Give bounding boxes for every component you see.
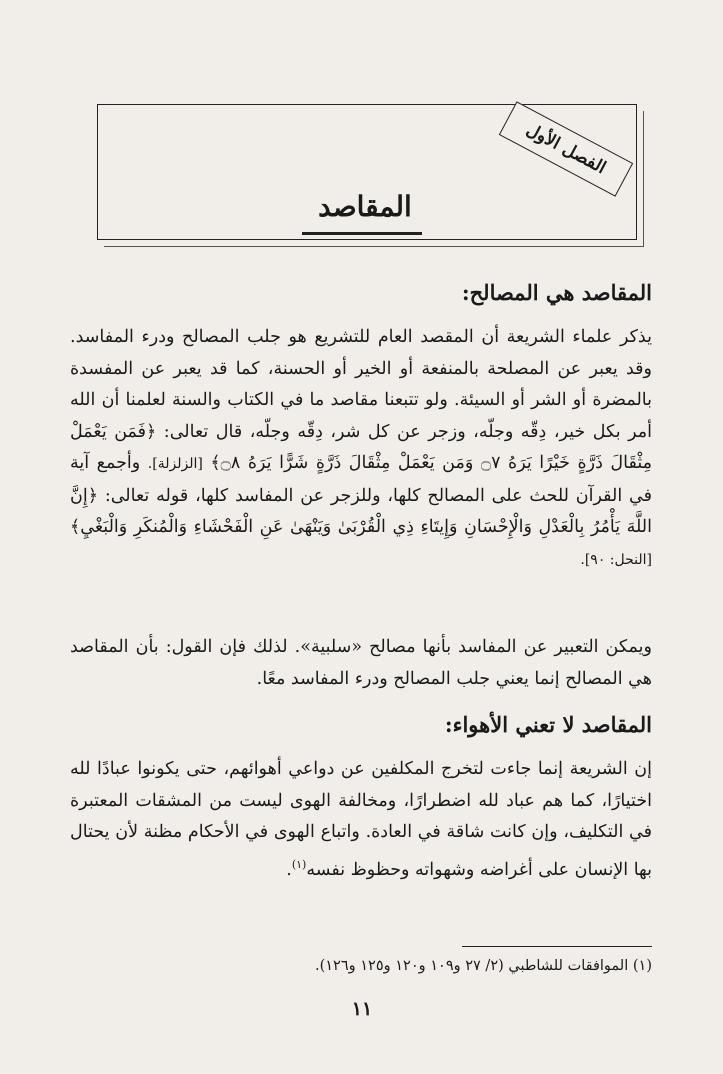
section2-paragraph-end: . — [286, 859, 292, 880]
verse-reference-zalzalah: [الزلزلة]. — [147, 456, 203, 472]
section1-paragraph2: ويمكن التعبير عن المفاسد بأنها مصالح «سلبية». لذلك فإن القول: بأن المقاصد هي المصالح إنما يعني جلب المصالح ودرء المفاسد معًا. — [70, 637, 652, 689]
section2-paragraph: إن الشريعة إنما جاءت لتخرج المكلفين عن دواعي أهوائهم، حتى يكونوا عبادًا لله اختيارًا، كما هم عباد لله اضطرارًا، ومخالفة الهوى ليست من المشقات المعتبرة في التكليف، وإن كانت شاقة في العادة. واتباع الهوى في الأحكام مظنة لأن يحتال بها الإنسان على أغراضه وشهواته وحظوظ نفسه — [70, 759, 652, 880]
quran-verse-zalzalah: ﴿فَمَن يَعْمَلْ مِثْقَالَ ذَرَّةٍ خَيْرًا يَرَهُ ۝٧ وَمَن يَعْمَلْ مِثْقَالَ ذَرَّةٍ شَرًّا يَرَهُ ۝٨﴾ — [70, 421, 652, 473]
chapter-title-underline — [302, 232, 422, 235]
verse-reference-nahl: [النحل: ٩٠]. — [580, 551, 652, 568]
section1-paragraph1b: وأجمع آية في القرآن للحث على المصالح كلها، وللزجر عن المفاسد كلها، قوله تعالى: — [70, 453, 652, 506]
footnote: (١) الموافقات للشاطبي (٢/ ٢٧ و١٠٩ و١٢٠ و١٢٥ و١٢٦). — [314, 958, 652, 974]
section2-body — [70, 754, 652, 886]
footnote-marker: (١) — [291, 857, 307, 871]
chapter-title: المقاصد — [318, 190, 412, 223]
section-heading-maqasid-ahwa: المقاصد لا تعني الأهواء: — [444, 712, 652, 737]
chapter-tag-label: الفصل الأول — [522, 119, 610, 179]
page-number: ١١ — [351, 998, 373, 1020]
section1-body — [70, 322, 652, 576]
footnote-rule — [462, 946, 652, 947]
section1-paragraph1: يذكر علماء الشريعة أن المقصد العام للتشريع هو جلب المصالح ودرء المفاسد. وقد يعبر عن المصلحة بالمنفعة أو الخير أو الحسنة، كما قد يعبر عن المفسدة بالمضرة أو الشر أو السيئة. ولو تتبعنا مقاصد ما في الكتاب والسنة لعلمنا أن الله أمر بكل خير، دِقّه وجلّه، وزجر عن كل شر، دِقّه وجلّه، قال تعالى: — [70, 327, 652, 442]
quran-verse-nahl: ﴿إِنَّ اللَّهَ يَأْمُرُ بِالْعَدْلِ وَالْإِحْسَانِ وَإِيتَاءِ ذِي الْقُرْبَىٰ وَيَنْهَىٰ عَنِ الْفَحْشَاءِ وَالْمُنكَرِ وَالْبَغْيِ﴾ — [70, 485, 652, 537]
section-heading-maqasid-masalih: المقاصد هي المصالح: — [461, 280, 652, 305]
